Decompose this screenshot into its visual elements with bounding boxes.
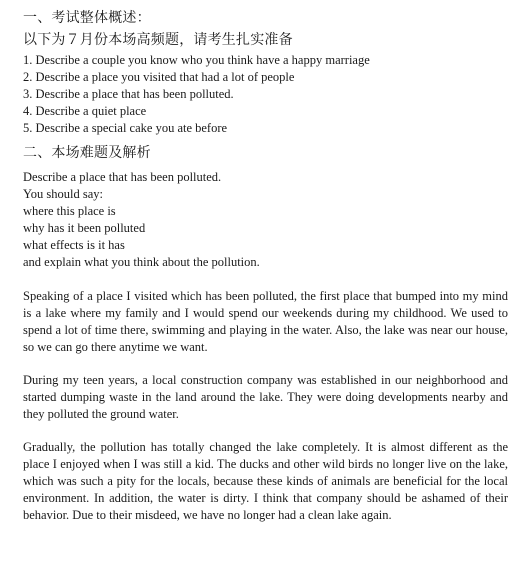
topic-list	[23, 52, 508, 137]
topic-item: 5. Describe a special cake you ate before	[23, 121, 228, 135]
prompt-line: why has it been polluted	[23, 221, 146, 235]
topic-item: 4. Describe a quiet place	[23, 104, 147, 118]
section-1-heading: 一、考试整体概述：	[23, 10, 151, 26]
topic-item: 3. Describe a place that has been polluted.	[23, 87, 234, 101]
answer-paragraph: Gradually, the pollution has totally changed the lake completely. It is almost different as the place I enjoyed when I was still a kid. The ducks and other wild birds no longer live on the lake, which was such a pity for the locals, because these kinds of animals are beneficial for the local environment. In addition, the water is dirty. I think that company should be ashamed of their behavior. Due to their misdeed, we have no longer had a clean lake again.	[23, 440, 508, 522]
prompt-line: and explain what you think about the pollution.	[23, 255, 260, 269]
answer-paragraph: Speaking of a place I visited which has been polluted, the first place that bumped into my mind is a lake where my family and I would spend our weekends during my childhood. We used to spend a lot of time there, swimming and playing in the water. Also, the lake was near our house, so we can go there anytime we want.	[23, 289, 508, 354]
prompt-line: Describe a place that has been polluted.	[23, 170, 222, 184]
section-2-heading: 二、本场难题及解析	[23, 145, 151, 161]
prompt-line: where this place is	[23, 204, 116, 218]
prompt-line: what effects is it has	[23, 238, 125, 252]
cue-card-prompt	[23, 169, 508, 271]
topic-item: 2. Describe a place you visited that had a lot of people	[23, 70, 295, 84]
prompt-line: You should say:	[23, 187, 103, 201]
topic-item: 1. Describe a couple you know who you think have a happy marriage	[23, 53, 370, 67]
article	[23, 8, 508, 524]
section-1-subheading: 以下为７月份本场高频题，请考生扎实准备	[23, 32, 293, 48]
answer-paragraph: During my teen years, a local construction company was established in our neighborhood and started dumping waste in the land around the lake. They were doing developments nearby and they polluted the ground water.	[23, 373, 508, 421]
